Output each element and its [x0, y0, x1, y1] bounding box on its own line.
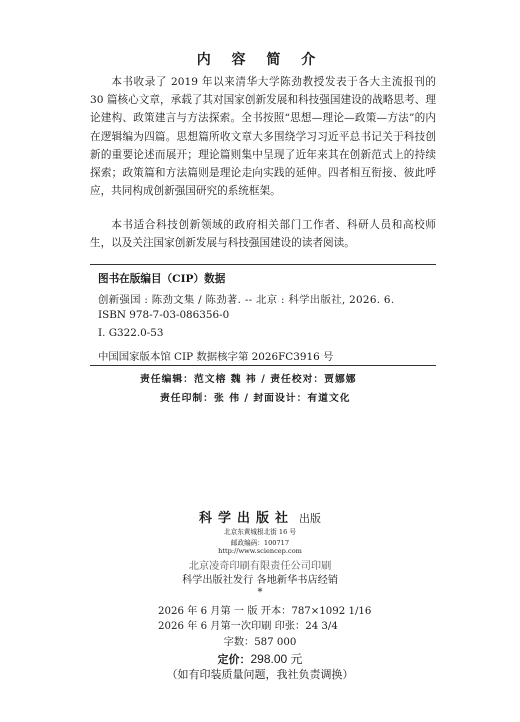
publisher-brand-suffix: 出版 — [299, 512, 322, 525]
cip-classification: Ⅰ. G322.0-53 — [98, 327, 164, 339]
quality-notice: （如有印装质量问题，我社负责调换） — [166, 668, 354, 681]
cip-top-rule — [90, 264, 436, 265]
cip-record-line: 创新强国 : 陈劲文集 / 陈劲著. -- 北京 : 科学出版社, 2026. 6. — [98, 294, 395, 306]
edition-line: 2026 年 6 月第 一 版 开本：787×1092 1/16 — [158, 606, 372, 617]
cip-bottom-rule — [90, 365, 436, 366]
publisher-postcode: 邮政编码：100717 — [230, 539, 290, 547]
price-label: 定价： — [217, 653, 251, 666]
staff-production: 责任印制：张 伟 / 封面设计：有道文化 — [160, 393, 351, 404]
publisher-url: http://www.sciencep.com — [218, 547, 302, 555]
printer-line: 北京凌奇印刷有限责任公司印刷 — [188, 561, 332, 572]
summary-paragraph-2: 本书适合科技创新领域的政府相关部门工作者、科研人员和高校师生，以及关注国家创新发展与科技强国建设的读者阅读。 — [90, 219, 436, 250]
price-line — [0, 648, 520, 667]
distribution-line: 科学出版社发行 各地新华书店经销 — [181, 575, 339, 586]
publisher-logo-text: 科学出版社 — [198, 511, 294, 526]
printing-line: 2026 年 6 月第一次印刷 印张：24 3/4 — [158, 621, 338, 632]
price-value: 298.00 元 — [250, 652, 303, 666]
publisher-brand — [0, 507, 520, 526]
cip-number: 中国国家版本馆 CIP 数据核字第 2026FC3916 号 — [98, 351, 334, 363]
wordcount-line: 字数：587 000 — [223, 637, 297, 648]
summary-paragraph-1: 本书收录了 2019 年以来清华大学陈劲教授发表于各大主流报刊的 30 篇核心文章，承载了其对国家创新发展和科技强国建设的战略思考、理论建构、政策建言与方法探索。全书按照“思想—理论—政策—方法”的内在逻辑编为四篇。思想篇所收文章大多围绕学习习近平总书记关于科技创新的重要论述而展开；理论篇则集中呈现了近年来其在创新范式上的持续探索；政策篇和方法篇则是理论走向实践的延伸。四者相互衔接、彼此呼应，共同构成创新强国研究的系统框架。 — [90, 76, 436, 198]
summary-title: 内 容 简 介 — [196, 52, 324, 68]
publisher-address: 北京东黄城根北街 16 号 — [224, 528, 296, 536]
cip-heading: 图书在版编目（CIP）数据 — [98, 273, 226, 285]
separator-star: * — [257, 587, 263, 598]
staff-editors: 责任编辑：范文榕 魏 祎 / 责任校对：贾娜娜 — [140, 374, 357, 385]
cip-isbn: ISBN 978-7-03-086356-0 — [98, 309, 230, 321]
